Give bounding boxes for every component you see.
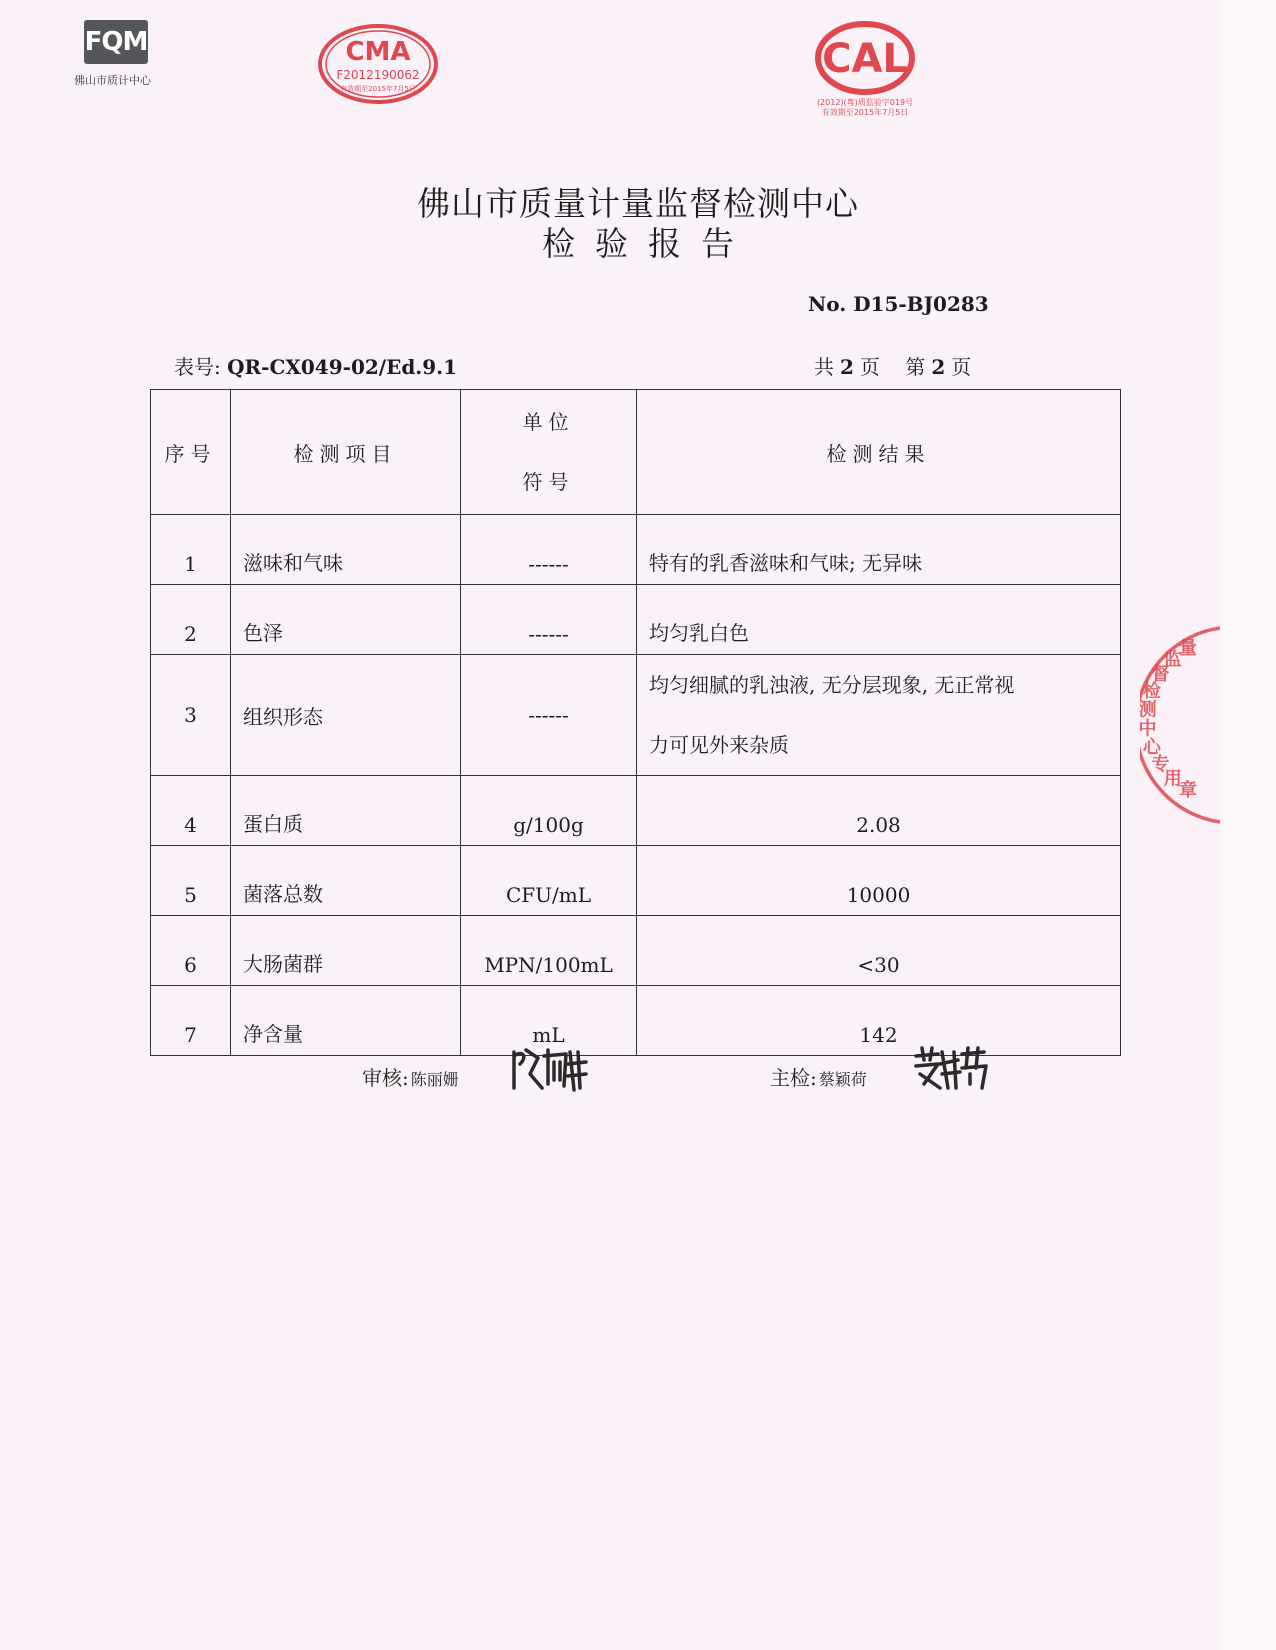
row-result: 10000	[637, 846, 1121, 916]
row-item: 色泽	[231, 585, 461, 655]
row-unit: ------	[461, 515, 637, 585]
cma-validity: 有效期至2015年7月5日	[340, 85, 416, 93]
row-index: 5	[151, 846, 231, 916]
row-result	[637, 655, 1121, 776]
organization-title: 佛山市质量计量监督检测中心	[417, 184, 859, 223]
row-index: 6	[151, 916, 231, 986]
report-number: No. D15-BJ0283	[808, 292, 989, 316]
row-index: 2	[151, 585, 231, 655]
form-number	[174, 351, 457, 380]
fqm-logo-subtitle: 佛山市质计中心	[74, 74, 151, 87]
cma-seal	[316, 22, 440, 110]
row-item: 大肠菌群	[231, 916, 461, 986]
row-item: 滋味和气味	[231, 515, 461, 585]
reviewer	[362, 1062, 459, 1091]
report-title: 检验报告	[542, 224, 754, 263]
fqm-logo: FQM	[84, 20, 148, 64]
header-index: 序号	[151, 390, 231, 515]
table-header-row	[151, 390, 1121, 515]
row-unit: CFU/mL	[461, 846, 637, 916]
row-result: 2.08	[637, 776, 1121, 846]
reviewer-name: 陈丽姗	[410, 1070, 459, 1089]
page-total: 2	[840, 355, 854, 379]
stamp-text: 量监督检测中心专用章	[1140, 638, 1197, 801]
reviewer-label: 审核:	[362, 1066, 409, 1090]
row-item: 蛋白质	[231, 776, 461, 846]
cal-mark: CAL	[822, 36, 908, 82]
table-row	[151, 655, 1121, 776]
inspector-signature	[912, 1044, 988, 1100]
header-unit-line-1: 单位	[522, 410, 575, 434]
row-unit: MPN/100mL	[461, 916, 637, 986]
reviewer-signature	[508, 1044, 588, 1100]
table-row	[151, 846, 1121, 916]
row-unit: ------	[461, 585, 637, 655]
row-result: 均匀乳白色	[637, 585, 1121, 655]
form-number-code: QR-CX049-02/Ed.9.1	[227, 355, 458, 379]
header-unit-line-2: 符号	[522, 470, 575, 494]
table-row	[151, 515, 1121, 585]
row-item: 净含量	[231, 986, 461, 1056]
row-index: 4	[151, 776, 231, 846]
header-item: 检测项目	[231, 390, 461, 515]
row-result: <30	[637, 916, 1121, 986]
chief-inspector	[770, 1062, 867, 1091]
page-current: 2	[931, 355, 946, 379]
page-total-prefix: 共	[814, 355, 834, 379]
row-index: 7	[151, 986, 231, 1056]
header-unit	[461, 390, 637, 515]
cal-cert-text	[812, 98, 918, 118]
table-row	[151, 585, 1121, 655]
row-unit: g/100g	[461, 776, 637, 846]
cal-cert-line-2: 有效期至2015年7月5日	[821, 108, 909, 117]
table-row	[151, 916, 1121, 986]
cal-seal	[812, 20, 918, 100]
row-result-line-1: 均匀细腻的乳浊液, 无分层现象, 无正常视	[649, 673, 1015, 697]
row-result: 142	[637, 986, 1121, 1056]
header-result: 检测结果	[637, 390, 1121, 515]
row-index: 3	[151, 655, 231, 776]
row-unit: ------	[461, 655, 637, 776]
form-number-label: 表号:	[174, 355, 221, 379]
cma-cert-no: F2012190062	[336, 68, 420, 82]
page-current-prefix: 第	[905, 355, 926, 379]
official-stamp	[1140, 620, 1220, 834]
row-item: 菌落总数	[231, 846, 461, 916]
inspector-label: 主检:	[770, 1066, 817, 1090]
row-item: 组织形态	[231, 655, 461, 776]
row-result: 特有的乳香滋味和气味; 无异味	[637, 515, 1121, 585]
page-info	[814, 351, 971, 380]
row-result-line-2: 力可见外来杂质	[649, 733, 789, 757]
cal-cert-line-1: (2012)(粤)质监验字019号	[816, 98, 914, 107]
inspector-name: 蔡颖荷	[818, 1070, 867, 1089]
test-results-table	[150, 389, 1121, 1056]
cma-mark: CMA	[345, 37, 411, 67]
page-total-suffix: 页	[859, 355, 880, 379]
table-row	[151, 776, 1121, 846]
row-unit: mL	[461, 986, 637, 1056]
page-current-suffix: 页	[951, 355, 972, 379]
row-index: 1	[151, 515, 231, 585]
